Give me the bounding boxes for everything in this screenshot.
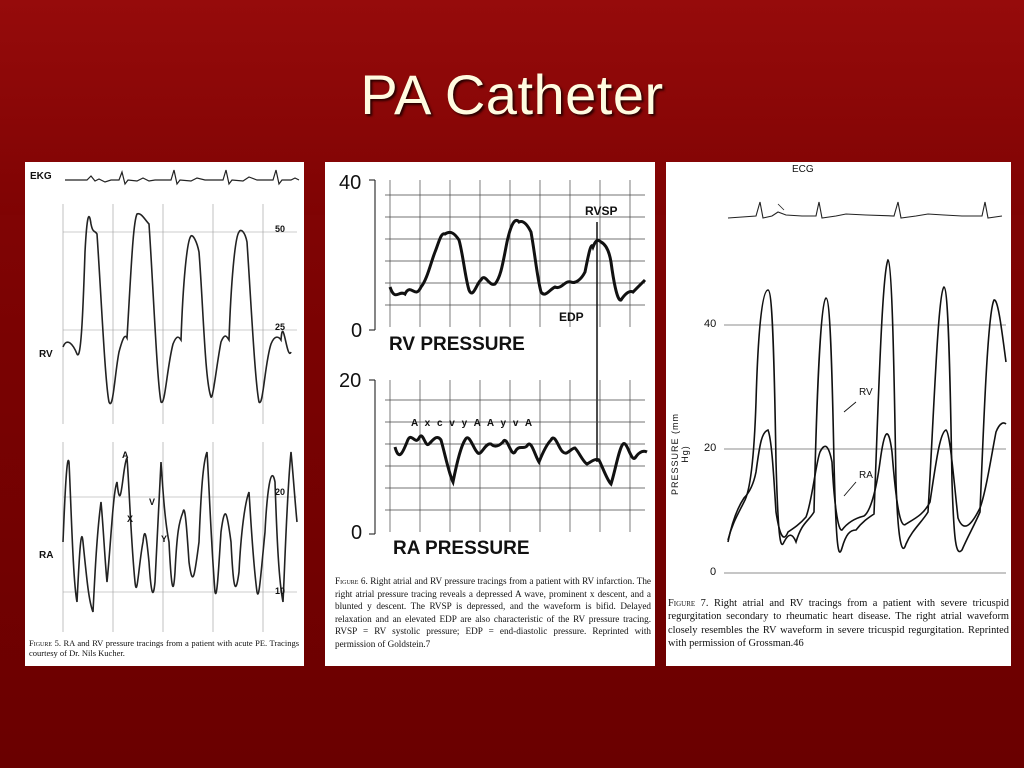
ra-scale-bottom: 10 — [275, 586, 286, 596]
figure-6-caption-label: Figure 6. — [335, 576, 368, 586]
wave-v-label: V — [149, 497, 156, 507]
rv-pressure-title: RV PRESSURE — [389, 334, 525, 355]
rv-scale-top: 50 — [275, 224, 286, 234]
slide-title: PA Catheter — [360, 63, 664, 126]
figure-7-tracings — [666, 162, 1011, 666]
rv-label: RV — [39, 349, 53, 360]
figure-5-panel — [25, 162, 304, 666]
figure-7-caption-text: Right atrial and RV tracings from a patient with severe tricuspid regurgitation secondary to rheumatic heart disease. The right atrial waveform closely resembles the RV waveform in severe tricuspid regurgitation. Reprinted with permission of Grossman.46 — [668, 598, 1009, 650]
ra-pressure-title: RA PRESSURE — [393, 538, 530, 559]
rv-scale-mid: 25 — [275, 322, 286, 332]
rv-y-bottom: 0 — [351, 320, 363, 342]
ra-wave-labels: A x c v y A A y v A — [411, 418, 535, 429]
figure-6-caption-text: Right atrial and RV pressure tracings from a patient with RV infarction. The right atrial pressure tracing reveals a depressed A wave, prominent x descent, and a blunted y descent. The RVSP is depressed, and the waveform is bifid. Delayed relaxation and an elevated EDP are also characteristic of the RV pressure tracing. RVSP = RV systolic pressure; EDP = end-diastolic pressure. Reprinted with permission of Goldstein.7 — [335, 576, 651, 649]
figure-7-panel — [666, 162, 1011, 666]
rv-y-top: 40 — [339, 172, 362, 194]
wave-x-label: X — [127, 514, 134, 524]
wave-a-label: A — [122, 450, 129, 460]
rv-trace-label: RV — [859, 387, 873, 398]
rvsp-label: RVSP — [585, 204, 618, 218]
ra-label: RA — [39, 550, 54, 561]
ra-y-top: 20 — [339, 370, 362, 392]
ekg-label: EKG — [30, 171, 52, 182]
tick-40: 40 — [704, 318, 717, 330]
figure-5-tracings — [25, 162, 304, 666]
ra-trace-label: RA — [859, 470, 873, 481]
figure-6-panel — [325, 162, 655, 666]
figure-6-caption — [335, 575, 651, 651]
edp-label: EDP — [559, 310, 584, 324]
ecg-label: ECG — [792, 164, 814, 175]
ra-y-bottom: 0 — [351, 522, 363, 544]
figure-5-caption-label: Figure 5. — [29, 638, 61, 648]
ra-scale-top: 20 — [275, 487, 286, 497]
figure-7-caption — [668, 597, 1009, 651]
y-axis-label: PRESSURE (mm Hg) — [670, 413, 690, 496]
figure-7-caption-label: Figure 7. — [668, 598, 709, 609]
tick-0: 0 — [710, 566, 717, 578]
wave-y-label: Y — [161, 534, 168, 544]
tick-20: 20 — [704, 442, 717, 454]
figure-5-caption-text: RA and RV pressure tracings from a patient with acute PE. Tracings courtesy of Dr. Nils Kucher. — [29, 638, 299, 658]
figure-5-caption — [29, 638, 299, 658]
